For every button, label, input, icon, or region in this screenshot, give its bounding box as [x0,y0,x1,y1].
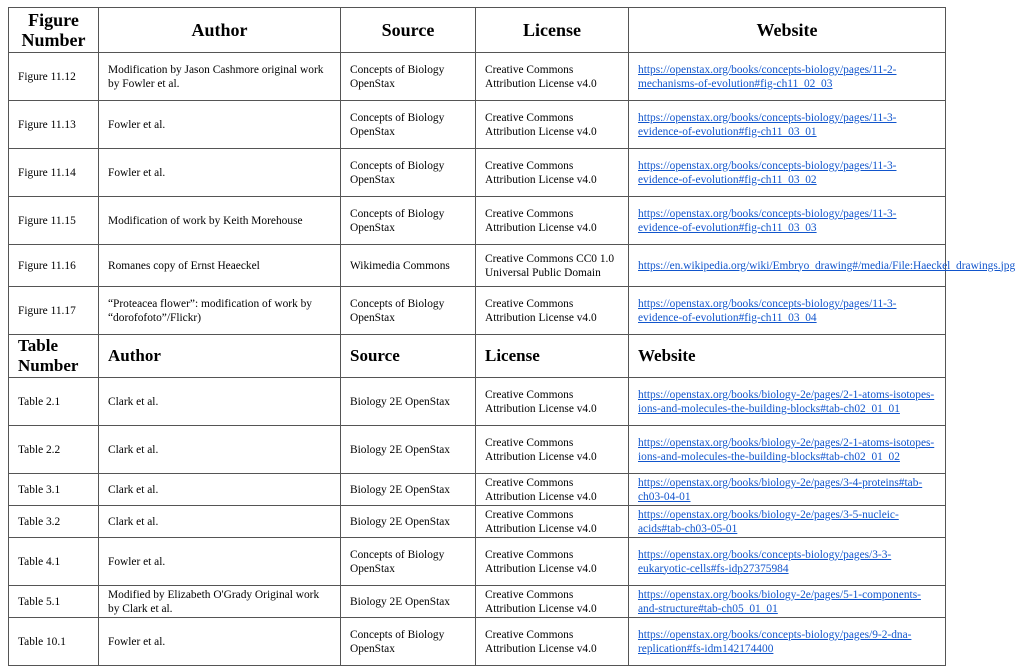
website-link[interactable]: https://en.wikipedia.org/wiki/Embryo_drawing#/media/File:Haeckel_drawings.jpg [638,259,1015,272]
website-link[interactable]: https://openstax.org/books/concepts-biology/pages/11-3-evidence-of-evolution#fig-ch11_03_03 [638,207,897,234]
website-header: Website [629,335,946,378]
source-cell: Concepts of Biology OpenStax [341,197,476,245]
table-row [9,618,946,666]
license-cell: Creative Commons Attribution License v4.0 [476,101,629,149]
website-cell [629,506,946,538]
attribution-table [8,7,1015,666]
website-header: Website [629,8,946,53]
table-row [9,53,946,101]
website-link[interactable]: https://openstax.org/books/concepts-biology/pages/3-3-eukaryotic-cells#fs-idp27375984 [638,548,892,575]
author-cell: Modification by Jason Cashmore original work by Fowler et al. [99,53,341,101]
author-header: Author [99,8,341,53]
table-row [9,426,946,474]
row-number-cell: Figure 11.16 [9,245,99,287]
row-number-cell: Table 2.1 [9,378,99,426]
source-cell: Wikimedia Commons [341,245,476,287]
license-cell: Creative Commons Attribution License v4.0 [476,426,629,474]
license-cell: Creative Commons Attribution License v4.0 [476,474,629,506]
website-cell [629,245,1015,287]
table-row [9,101,946,149]
table-row [9,149,946,197]
website-link[interactable]: https://openstax.org/books/concepts-biology/pages/11-2-mechanisms-of-evolution#fig-ch11_02_03 [638,63,897,90]
license-cell: Creative Commons CC0 1.0 Universal Public Domain [476,245,629,287]
author-cell: Romanes copy of Ernst Heaeckel [99,245,341,287]
license-cell: Creative Commons Attribution License v4.0 [476,378,629,426]
row-number-cell: Table 4.1 [9,538,99,586]
website-cell [629,618,946,666]
website-cell [629,101,946,149]
website-link[interactable]: https://openstax.org/books/concepts-biology/pages/11-3-evidence-of-evolution#fig-ch11_03_01 [638,111,897,138]
website-cell [629,474,946,506]
table-row [9,197,946,245]
author-header: Author [99,335,341,378]
table-row [9,378,946,426]
source-cell: Concepts of Biology OpenStax [341,287,476,335]
website-link[interactable]: https://openstax.org/books/biology-2e/pages/5-1-components-and-structure#tab-ch05_01_01 [638,588,921,615]
source-cell: Concepts of Biology OpenStax [341,538,476,586]
row-number-cell: Table 2.2 [9,426,99,474]
author-cell: Clark et al. [99,506,341,538]
author-cell: Clark et al. [99,474,341,506]
website-cell [629,538,946,586]
website-link[interactable]: https://openstax.org/books/concepts-biology/pages/11-3-evidence-of-evolution#fig-ch11_03_04 [638,297,897,324]
license-cell: Creative Commons Attribution License v4.0 [476,618,629,666]
source-cell: Concepts of Biology OpenStax [341,149,476,197]
row-number-cell: Table 3.2 [9,506,99,538]
row-number-cell: Table 10.1 [9,618,99,666]
figure-header-row [9,8,946,53]
license-cell: Creative Commons Attribution License v4.0 [476,197,629,245]
license-cell: Creative Commons Attribution License v4.0 [476,149,629,197]
source-cell: Biology 2E OpenStax [341,586,476,618]
row-number-cell: Table 5.1 [9,586,99,618]
source-cell: Concepts of Biology OpenStax [341,101,476,149]
author-cell: Modified by Elizabeth O'Grady Original work by Clark et al. [99,586,341,618]
source-header: Source [341,335,476,378]
author-cell: Fowler et al. [99,101,341,149]
website-cell [629,586,946,618]
row-number-cell: Figure 11.13 [9,101,99,149]
license-header: License [476,8,629,53]
author-cell: Fowler et al. [99,618,341,666]
website-cell [629,287,946,335]
table-number-header: Table Number [9,335,99,378]
table-row [9,245,946,287]
license-header: License [476,335,629,378]
source-cell: Biology 2E OpenStax [341,506,476,538]
source-cell: Concepts of Biology OpenStax [341,53,476,101]
author-cell: Modification of work by Keith Morehouse [99,197,341,245]
author-cell: Clark et al. [99,426,341,474]
row-number-cell: Table 3.1 [9,474,99,506]
author-cell: Clark et al. [99,378,341,426]
website-link[interactable]: https://openstax.org/books/concepts-biology/pages/9-2-dna-replication#fs-idm142174400 [638,628,912,655]
author-cell: Fowler et al. [99,149,341,197]
table-row [9,506,946,538]
license-cell: Creative Commons Attribution License v4.0 [476,586,629,618]
row-number-cell: Figure 11.12 [9,53,99,101]
website-link[interactable]: https://openstax.org/books/biology-2e/pages/2-1-atoms-isotopes-ions-and-molecules-the-building-blocks#tab-ch02_01_01 [638,388,935,415]
website-link[interactable]: https://openstax.org/books/concepts-biology/pages/11-3-evidence-of-evolution#fig-ch11_03_02 [638,159,897,186]
author-cell: “Proteacea flower”: modification of work by “dorofofoto”/Flickr) [99,287,341,335]
license-cell: Creative Commons Attribution License v4.0 [476,538,629,586]
license-cell: Creative Commons Attribution License v4.0 [476,287,629,335]
website-link[interactable]: https://openstax.org/books/biology-2e/pages/3-4-proteins#tab-ch03-04-01 [638,476,923,503]
website-link[interactable]: https://openstax.org/books/biology-2e/pages/2-1-atoms-isotopes-ions-and-molecules-the-building-blocks#tab-ch02_01_02 [638,436,935,463]
figure-number-header: Figure Number [9,8,99,53]
website-cell [629,149,946,197]
author-cell: Fowler et al. [99,538,341,586]
table-row [9,287,946,335]
source-cell: Biology 2E OpenStax [341,426,476,474]
row-number-cell: Figure 11.14 [9,149,99,197]
license-cell: Creative Commons Attribution License v4.0 [476,506,629,538]
row-number-cell: Figure 11.17 [9,287,99,335]
website-cell [629,53,946,101]
website-cell [629,426,946,474]
source-cell: Biology 2E OpenStax [341,378,476,426]
table-row [9,538,946,586]
website-link[interactable]: https://openstax.org/books/biology-2e/pages/3-5-nucleic-acids#tab-ch03-05-01 [638,508,899,535]
source-cell: Concepts of Biology OpenStax [341,618,476,666]
table-header-row [9,335,946,378]
website-cell [629,378,946,426]
row-number-cell: Figure 11.15 [9,197,99,245]
table-row [9,586,946,618]
source-header: Source [341,8,476,53]
table-row [9,474,946,506]
website-cell [629,197,946,245]
license-cell: Creative Commons Attribution License v4.0 [476,53,629,101]
source-cell: Biology 2E OpenStax [341,474,476,506]
